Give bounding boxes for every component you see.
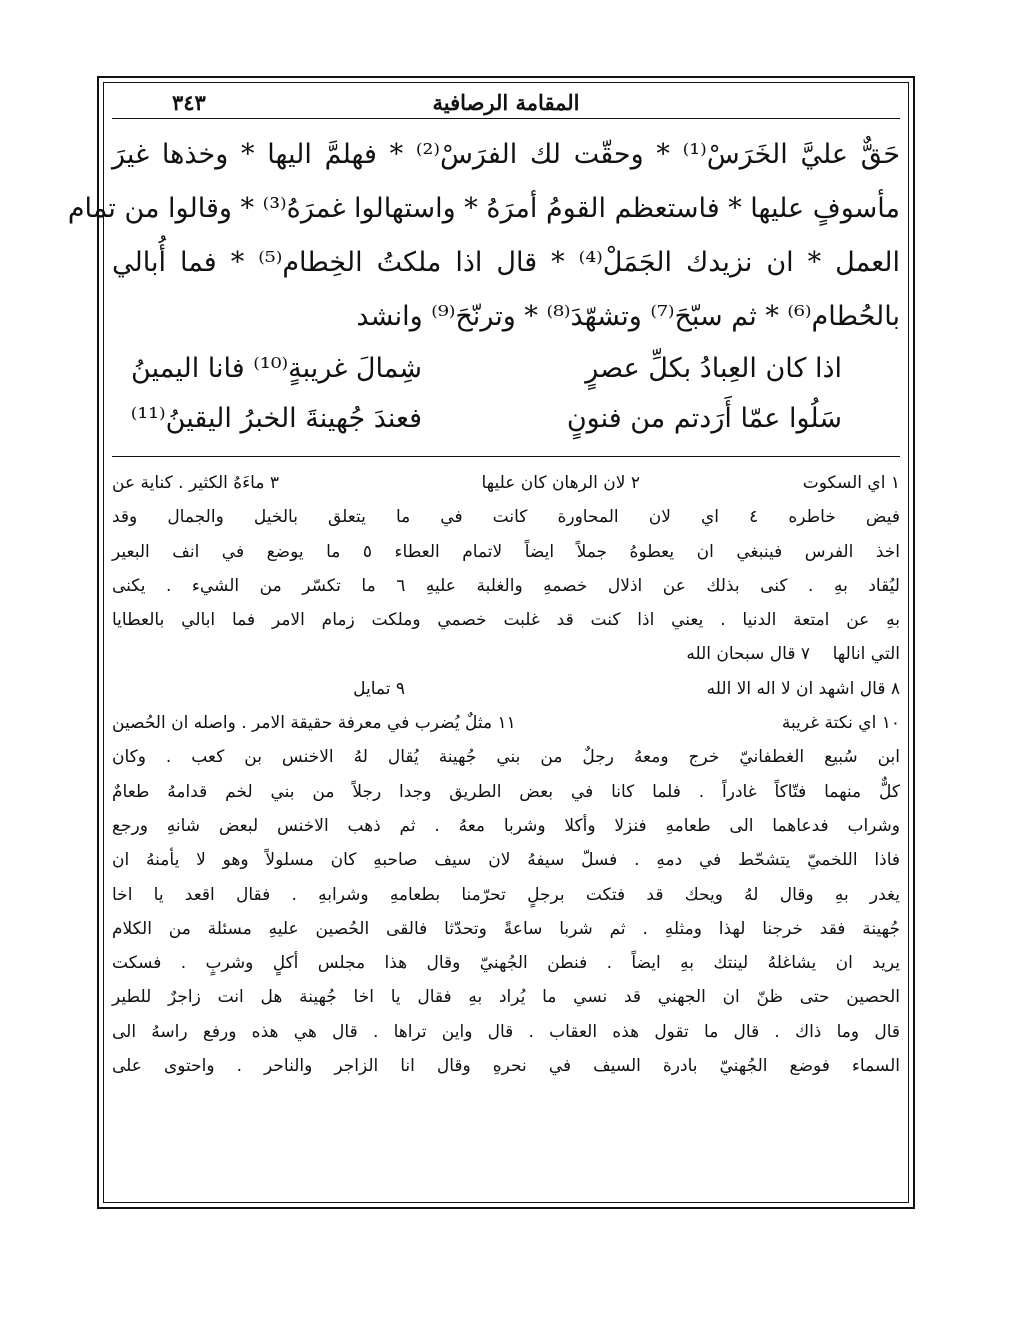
footnote-line: بهِ عن امتعة الدنيا . يعني اذا كنت قد غلبت خصمي وملكت زمام الامر فما ابالي بالعطايا [112, 610, 900, 631]
footnote-continuation: التي انالها [832, 644, 900, 665]
footnote-2: ٢ لان الرهان كان عليها [481, 473, 640, 493]
footnote-story-line: ابن سُبيع الغطفانيّ خرج ومعهُ رجلٌ من بني جُهينة يُقال لهُ الاخنس بن كعب . وكان [112, 747, 900, 768]
footnote-11: ١١ مثلٌ يُضرب في معرفة حقيقة الامر . واصله ان الحُصين [112, 713, 516, 734]
page-number: ٣٤٣ [172, 90, 206, 115]
page-header [112, 88, 900, 119]
footnotes [112, 466, 900, 1083]
page-title: المقامة الرصافية [432, 90, 580, 115]
footnote-7: ٧ قال سبحان الله [686, 644, 810, 665]
main-line: العمل * ان نزيدك الجَمَلْ⁽⁴⁾ * قال اذا ملكتُ الخِطام⁽⁵⁾ * فما أُبالي [112, 247, 900, 278]
footnote-8: ٨ قال اشهد ان لا اله الا الله [706, 678, 900, 699]
verse-hemistich-second: فعندَ جُهينةَ الخبرُ اليقينُ⁽¹¹⁾ [130, 403, 422, 434]
main-line: حَقٌّ عليَّ الخَرَسْ⁽¹⁾ * وحقّت لك الفرَسْ⁽²⁾ * فهلمَّ اليها * وخذها غيرَ [112, 139, 901, 170]
footnote-story-line: وشراب فدعاهما الى طعامهِ فنزلا وأكلا وشربا معهُ . ثم ذهب الاخنس لبعض شانهِ ورجع [112, 815, 900, 836]
footnote-row [112, 672, 900, 706]
footnote-row [112, 637, 900, 671]
footnote-1: ١ اي السكوت [802, 473, 900, 493]
footnote-story-line: قال وما ذاك . قال ما تقول هذه العقاب . قال واين تراها . قال هي هذه ورفع راسهُ الى [112, 1021, 900, 1042]
main-text [67, 128, 901, 444]
footnote-story-line: يريد ان يشاغلهُ لينتك بهِ ايضاً . فنطن الجُهنيّ وقال هذا مجلس أكلٍ وشربٍ . فسكت [112, 953, 900, 974]
verse-hemistich-first: اذا كان العِبادُ بكلِّ عصرٍ [585, 353, 842, 384]
footnote-story-line: كلٌّ منهما فتّاكاً غادراً . فلما كانا في بعض الطريق وجدا رجلاً من بني لخم قدامهُ طعامٌ [112, 781, 900, 802]
footnote-line: اخذ الفرس فينبغي ان يعطوهُ جملاً ايضاً لاتمام العطاء ٥ ما يوضع في انف البعير [112, 541, 900, 562]
footnote-10: ١٠ اي نكتة غريبة [781, 713, 900, 734]
verse-hemistich-first: سَلُوا عمّا أَرَدتم من فنونٍ [566, 403, 842, 434]
main-line: بالحُطام⁽⁶⁾ * ثم سبّحَ⁽⁷⁾ وتشهّدَ⁽⁸⁾ * وترنّحَ⁽⁹⁾ وانشد [356, 301, 900, 332]
verse-line [112, 344, 900, 394]
footnote-story-line: فاذا اللخميّ يتشحّط في دمهِ . فسلّ سيفهُ لان سيف صاحبهِ كان مسلولاً وهو لا يأمنهُ ان [112, 850, 900, 871]
footnote-row [112, 706, 900, 740]
verse-line [112, 394, 900, 444]
footnote-line: فيض خاطره ٤ اي لان المحاورة كانت في ما يتعلق بالخيل والجمال وقد [112, 507, 900, 528]
footnote-story-line: الحصين حتى ظنّ ان الجهني قد نسي ما يُراد بهِ فقال يا اخا جُهينة هل انت زاجرٌ للطير [112, 987, 900, 1008]
footnote-divider [112, 456, 900, 457]
footnote-story-line: جُهينة فقد خرجنا لهذا ومثلهِ . ثم شربا ساعةً وتحدّثا فالقى الحُصين عليهِ مسئلة من الكلام [112, 918, 900, 939]
footnote-9: ٩ تمايل [353, 678, 405, 699]
footnote-3: ٣ ماءَهُ الكثير . كناية عن [112, 473, 280, 493]
footnote-story-line: يغدر بهِ وقال لهُ ويحك قد فتكت برجلٍ تحرّمنا بطعامهِ وشرابهِ . فقال اقعد يا اخا [112, 884, 900, 905]
footnote-story-line: السماء فوضع الجُهنيّ بادرة السيف في نحرهِ وقال انا الزاجر والناحر . واحتوى على [112, 1056, 900, 1077]
footnote-row [112, 466, 900, 500]
main-line: مأسوفٍ عليها * فاستعظم القومُ أمرَهُ * واستهالوا غمرَهُ⁽³⁾ * وقالوا من تمام [67, 193, 900, 224]
verse-hemistich-second: شِمالَ غريبةٍ⁽¹⁰⁾ فانا اليمينُ [131, 353, 422, 384]
footnote-line: ليُقاد بهِ . كنى بذلك عن اذلال خصمهِ والغلبة عليهِ ٦ ما تكسّر من الشيء . يكنى [112, 575, 900, 596]
